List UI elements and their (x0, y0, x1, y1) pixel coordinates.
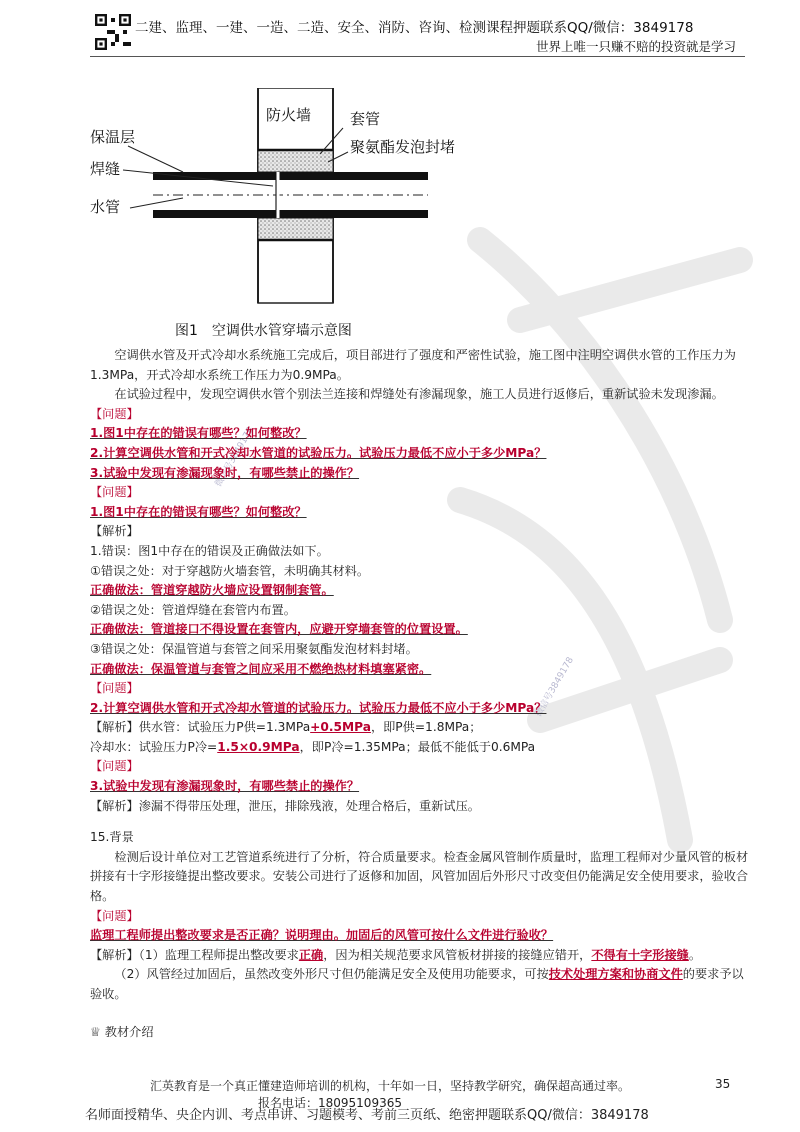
footer-contact: 名师面授精华、央企内训、考点串讲、习题模考、考前三页纸、绝密押题联系QQ/微信：3849178 (85, 1108, 649, 1123)
highlight-no-cross-seam: 不得有十字形接缝 (591, 947, 689, 962)
analysis-tag: 【解析】 (90, 720, 139, 735)
header-divider (90, 56, 745, 57)
watermark-text: 微信号3849178 (213, 425, 256, 489)
header-contact-line: 二建、监理、一建、一造、二造、安全、消防、咨询、检测课程押题联系QQ/微信：3849178 (135, 20, 694, 36)
page-number: 35 (715, 1077, 731, 1091)
answer-2-line-2: 冷却水：试验压力P冷=1.5×0.9MPa，即P冷=1.35MPa；最低不能低于0.6MPa (90, 739, 536, 754)
document-body (90, 346, 750, 1042)
analysis-tag: 【解析】 (90, 947, 139, 962)
figure-caption: 图1 空调供水管穿墙示意图 (175, 323, 352, 339)
pipe-through-wall-diagram (88, 88, 468, 318)
question-1: 1.图1中存在的错误有哪些？如何整改？ (90, 504, 307, 519)
foam-seal-shape (258, 150, 333, 172)
sleeve-label: 套管 (350, 110, 381, 128)
section-15-answer-2: （2）风管经过加固后，虽然改变外形尺寸但仍能满足安全及使用功能要求，可按技术处理方案和协商文件的要求予以验收。 (90, 967, 744, 1001)
answer-2-line-1: 【解析】供水管：试验压力P供=1.3MPa+0.5MPa，即P供=1.8MPa； (90, 720, 482, 735)
question-2: 2.计算空调供水管和开式冷却水管道的试验压力。试验压力最低不应小于多少MPa？ (90, 700, 547, 715)
question-2: 2.计算空调供水管和开式冷却水管道的试验压力。试验压力最低不应小于多少MPa？ (90, 445, 547, 460)
question-tag: 【问题】 (90, 908, 139, 923)
foam-seal-shape (258, 218, 333, 240)
question-tag: 【问题】 (90, 485, 139, 500)
foam-seal-label: 聚氨酯发泡封堵 (350, 138, 456, 156)
question-1: 1.图1中存在的错误有哪些？如何整改？ (90, 426, 307, 441)
error-item-1: ①错误之处：对于穿越防火墙套管，未明确其材料。 (90, 563, 370, 578)
background-paragraph: 空调供水管及开式冷却水系统施工完成后，项目部进行了强度和严密性试验，施工图中注明空调供水管的工作压力为1.3MPa，开式冷却水系统工作压力为0.9MPa。 (90, 348, 736, 382)
water-pipe-label: 水管 (90, 198, 121, 216)
qr-code-image (95, 14, 131, 50)
correction-item-3: 正确做法：保温管道与套管之间应采用不燃绝热材料填塞紧密。 (90, 661, 432, 676)
watermark-text: 微信号3849178 (533, 655, 576, 719)
correction-item-1: 正确做法：管道穿越防火墙应设置钢制套管。 (90, 583, 334, 598)
footer-phone: 报名电话：18095109365 (258, 1096, 402, 1110)
answer-1-intro: 1.错误：图1中存在的错误及正确做法如下。 (90, 543, 329, 558)
highlight-value: 1.5×0.9MPa (217, 739, 300, 754)
background-paragraph: 在试验过程中，发现空调供水管个别法兰连接和焊缝处有渗漏现象，施工人员进行返修后，重新试验未发现渗漏。 (114, 387, 724, 402)
highlight-value: +0.5MPa (310, 720, 371, 735)
section-15-background: 检测后设计单位对工艺管道系统进行了分析，符合质量要求。检查金属风管制作质量时，监理工程师对少量风管的板材拼接有十字形接缝提出整改要求。安装公司进行了返修和加固，风管加固后外形尺寸改变但仍能满足安全使用要求，验收合格。 (90, 849, 749, 904)
header-slogan: 世界上唯一只赚不赔的投资就是学习 (535, 39, 736, 54)
section-15-answer-1: 【解析】（1）监理工程师提出整改要求正确，因为相关规范要求风管板材拼接的接缝应错开，不得有十字形接缝。 (90, 947, 702, 962)
fire-wall-label: 防火墙 (266, 106, 312, 124)
question-tag: 【问题】 (90, 406, 139, 421)
insulation-label: 保温层 (90, 128, 136, 146)
question-3: 3.试验中发现有渗漏现象时，有哪些禁止的操作？ (90, 779, 360, 794)
question-tag: 【问题】 (90, 681, 139, 696)
section-15-question: 监理工程师提出整改要求是否正确？说明理由。加固后的风管可按什么文件进行验收？ (90, 928, 554, 943)
question-3: 3.试验中发现有渗漏现象时，有哪些禁止的操作？ (90, 465, 360, 480)
question-tag: 【问题】 (90, 759, 139, 774)
error-item-3: ③错误之处：保温管道与套管之间采用聚氨酯发泡材料封堵。 (90, 641, 418, 656)
section-15-title: 15.背景 (90, 830, 134, 845)
analysis-tag: 【解析】 (90, 524, 139, 539)
footer-slogan: 汇英教育是一个真正懂建造师培训的机构，十年如一日，坚持教学研究，确保超高通过率。 (150, 1079, 631, 1093)
analysis-tag: 【解析】 (90, 798, 139, 813)
highlight-docs: 技术处理方案和协商文件 (548, 967, 683, 982)
error-item-2: ②错误之处：管道焊缝在套管内布置。 (90, 602, 296, 617)
correction-item-2: 正确做法：管道接口不得设置在套管内，应避开穿墙套管的位置设置。 (90, 622, 468, 637)
textbook-intro-heading: ♕ 教材介绍 (90, 1024, 154, 1039)
highlight-correct: 正确 (298, 947, 324, 962)
weld-label: 焊缝 (90, 160, 121, 178)
answer-3: 【解析】渗漏不得带压处理，泄压，排除残液，处理合格后，重新试压。 (90, 798, 480, 813)
